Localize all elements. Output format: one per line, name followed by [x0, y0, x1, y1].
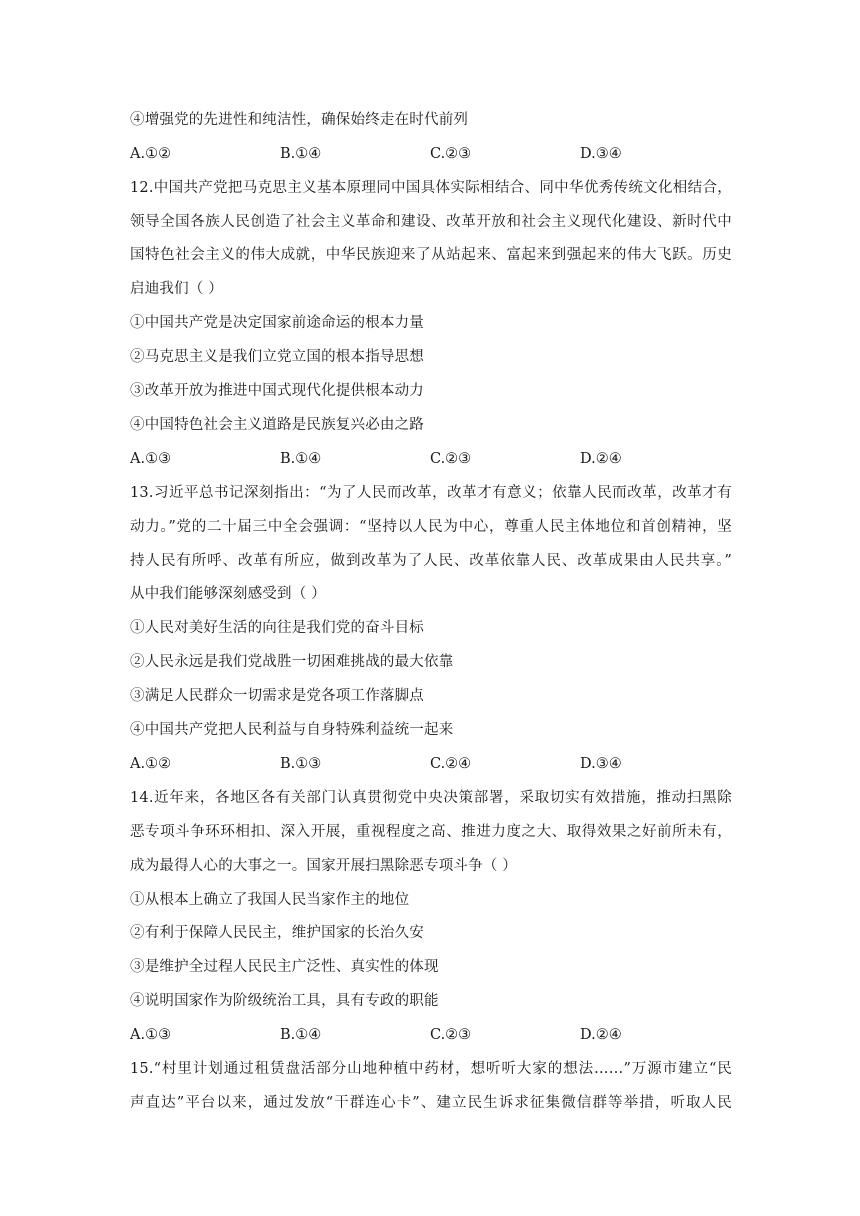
q14-stem-line-1: 14.近年来，各地区各有关部门认真贯彻党中央决策部署，采取切实有效措施，推动扫黑除 [130, 790, 732, 806]
q14-statement-1: ①从根本上确立了我国人民当家作主的地位 [130, 892, 410, 908]
q13-statement-1: ①人民对美好生活的向往是我们党的奋斗目标 [130, 620, 424, 636]
q12-stem-line-1: 12.中国共产党把马克思主义基本原理同中国具体实际相结合、同中华优秀传统文化相结合， [130, 180, 732, 196]
q13-stem-line-1: 13.习近平总书记深刻指出：“为了人民而改革，改革才有意义；依靠人民而改革，改革才有 [130, 485, 732, 501]
q14-option-c: C.②③ [430, 1027, 472, 1043]
q14-option-d: D.②④ [580, 1027, 622, 1043]
q11-option-b: B.①④ [280, 146, 322, 162]
q12-statement-2: ②马克思主义是我们立党立国的根本指导思想 [130, 349, 424, 365]
q13-option-c: C.②④ [430, 756, 472, 772]
q14-statement-3: ③是维护全过程人民民主广泛性、真实性的体现 [130, 959, 439, 975]
q13-stem-line-3: 持人民有所呼、改革有所应，做到改革为了人民、改革依靠人民、改革成果由人民共享。” [130, 553, 732, 569]
q12-stem-line-3: 国特色社会主义的伟大成就，中华民族迎来了从站起来、富起来到强起来的伟大飞跃。历史 [130, 247, 732, 263]
q11-statement-4: ④增强党的先进性和纯洁性，确保始终走在时代前列 [130, 112, 469, 128]
q13-statement-3: ③满足人民群众一切需求是党各项工作落脚点 [130, 688, 424, 704]
q13-option-a: A.①② [130, 756, 172, 772]
q14-statement-4: ④说明国家作为阶级统治工具，具有专政的职能 [130, 993, 439, 1009]
q14-statement-2: ②有利于保障人民民主，维护国家的长治久安 [130, 925, 424, 941]
q14-stem-line-3: 成为最得人心的大事之一。国家开展扫黑除恶专项斗争（ ） [130, 858, 518, 874]
q15-stem-line-1: 15.“村里计划通过租赁盘活部分山地种植中药材，想听听大家的想法……”万源市建立“民 [130, 1061, 732, 1077]
q11-option-a: A.①② [130, 146, 172, 162]
q13-stem-line-2: 动力。”党的二十届三中全会强调：“坚持以人民为中心，尊重人民主体地位和首创精神，坚 [130, 519, 732, 535]
q11-option-c: C.②③ [430, 146, 472, 162]
q11-option-d: D.③④ [580, 146, 622, 162]
q13-option-d: D.③④ [580, 756, 622, 772]
q12-option-c: C.②③ [430, 451, 472, 467]
q12-stem-line-4: 启迪我们（ ） [130, 281, 224, 297]
q14-option-b: B.①④ [280, 1027, 322, 1043]
q14-stem-line-2: 恶专项斗争环环相扣、深入开展，重视程度之高、推进力度之大、取得效果之好前所未有， [130, 824, 732, 840]
q12-statement-1: ①中国共产党是决定国家前途命运的根本力量 [130, 315, 424, 331]
q13-statement-2: ②人民永远是我们党战胜一切困难挑战的最大依靠 [130, 654, 454, 670]
q13-statement-4: ④中国共产党把人民利益与自身特殊利益统一起来 [130, 722, 454, 738]
q14-option-a: A.①③ [130, 1027, 172, 1043]
q13-option-b: B.①③ [280, 756, 322, 772]
q13-stem-line-4: 从中我们能够深刻感受到（ ） [130, 586, 326, 602]
q12-statement-3: ③改革开放为推进中国式现代化提供根本动力 [130, 383, 424, 399]
q12-stem-line-2: 领导全国各族人民创造了社会主义革命和建设、改革开放和社会主义现代化建设、新时代中 [130, 214, 732, 230]
q12-option-d: D.②④ [580, 451, 622, 467]
q12-option-b: B.①④ [280, 451, 322, 467]
q12-option-a: A.①③ [130, 451, 172, 467]
q15-stem-line-2: 声直达”平台以来，通过发放“干群连心卡”、建立民生诉求征集微信群等举措，听取人民 [130, 1095, 732, 1111]
q12-statement-4: ④中国特色社会主义道路是民族复兴必由之路 [130, 417, 424, 433]
